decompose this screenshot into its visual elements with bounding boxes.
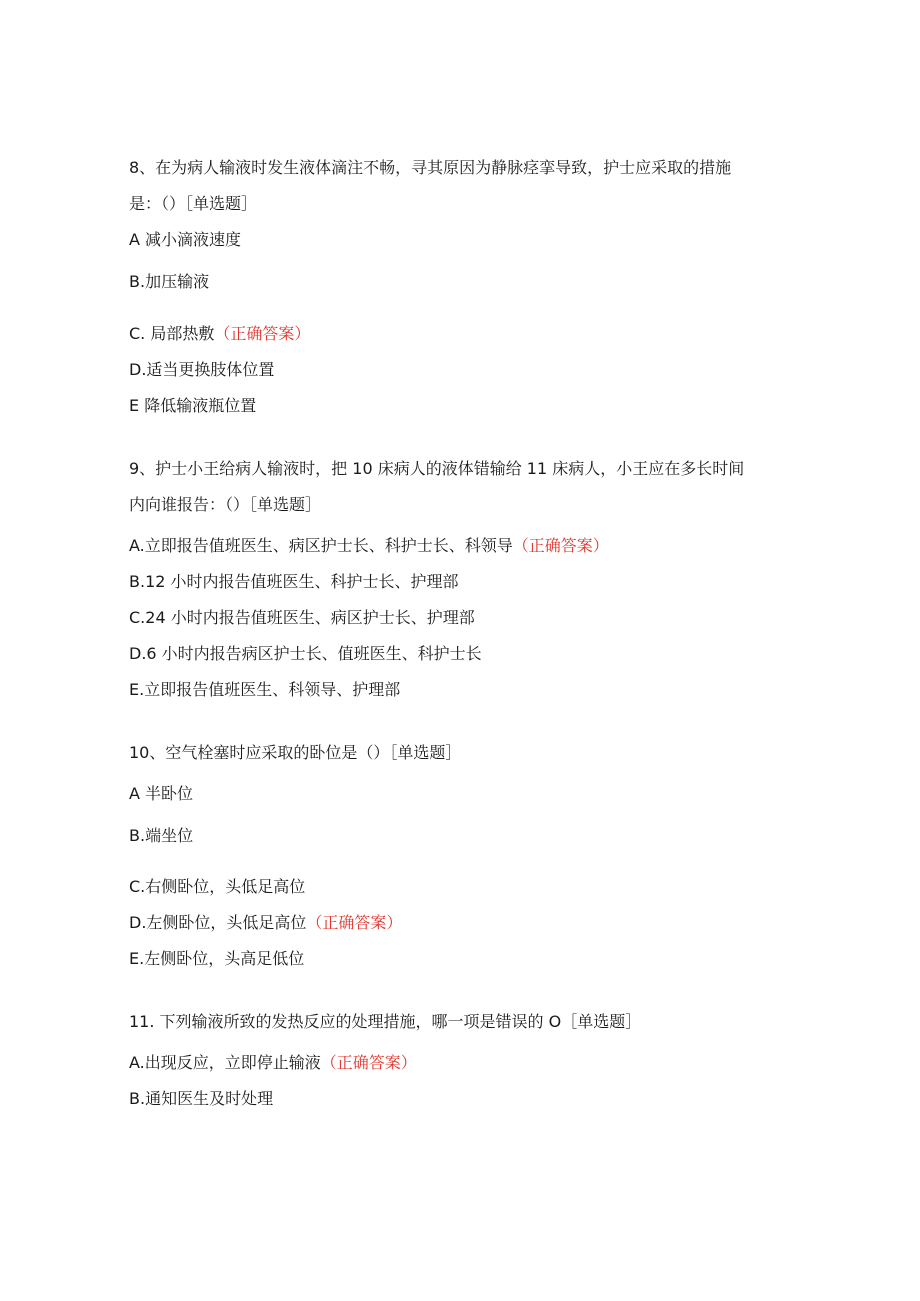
option-text: D.左侧卧位，头低足高位	[129, 913, 307, 932]
question-10-stem-line-1: 10、空气栓塞时应采取的卧位是（）［单选题］	[129, 743, 462, 762]
correct-answer-mark: （正确答案）	[306, 913, 403, 932]
option-text: B.加压输液	[129, 272, 210, 291]
question-9-option-d	[129, 644, 482, 664]
question-9-stem-line-1: 9、护士小王给病人输液时，把 10 床病人的液体错输给 11 床病人，小王应在多长时间	[129, 459, 745, 478]
question-8-stem-line-2: 是：（）［单选题］	[129, 194, 258, 213]
correct-answer-mark: （正确答案）	[320, 1053, 417, 1072]
question-11-option-a	[129, 1053, 417, 1073]
question-9-stem-line-2: 内向谁报告：（）［单选题］	[129, 495, 322, 514]
option-text: E.左侧卧位，头高足低位	[129, 949, 305, 968]
option-text: A 半卧位	[129, 784, 194, 803]
question-11-option-b	[129, 1089, 273, 1109]
question-8-option-c	[129, 324, 310, 344]
correct-answer-mark: （正确答案）	[512, 536, 609, 555]
option-text: E 降低输液瓶位置	[129, 396, 257, 415]
option-text: C.右侧卧位，头低足高位	[129, 877, 306, 896]
question-10-option-d	[129, 913, 402, 933]
option-text: E.立即报告值班医生、科领导、护理部	[129, 680, 401, 699]
option-text: A.立即报告值班医生、病区护士长、科护士长、科领导	[129, 536, 513, 555]
question-10-option-c	[129, 877, 305, 897]
question-8-option-e	[129, 396, 256, 416]
option-text: A.出现反应，立即停止输液	[129, 1053, 321, 1072]
question-9-option-b	[129, 572, 459, 592]
question-9-option-a	[129, 536, 609, 556]
option-text: D.适当更换肢体位置	[129, 360, 275, 379]
option-text: D.6 小时内报告病区护士长、值班医生、科护士长	[129, 644, 482, 663]
question-10-option-e	[129, 949, 304, 969]
option-text: C. 局部热敷	[129, 324, 215, 343]
option-text: B.12 小时内报告值班医生、科护士长、护理部	[129, 572, 459, 591]
option-text: B.通知医生及时处理	[129, 1089, 274, 1108]
question-9-option-e	[129, 680, 400, 700]
question-10-option-b	[129, 826, 193, 846]
option-text: B.端坐位	[129, 826, 194, 845]
option-text: C.24 小时内报告值班医生、病区护士长、护理部	[129, 608, 475, 627]
question-8-option-b	[129, 272, 209, 292]
question-11-stem-line-1: 11. 下列输液所致的发热反应的处理措施，哪一项是错误的 O［单选题］	[129, 1012, 642, 1031]
question-10-option-a	[129, 784, 193, 804]
question-9-option-c	[129, 608, 475, 628]
question-8-stem-line-1: 8、在为病人输液时发生液体滴注不畅，寻其原因为静脉痉挛导致，护士应采取的措施	[129, 158, 732, 177]
question-8-option-d	[129, 360, 274, 380]
option-text: A 减小滴液速度	[129, 230, 242, 249]
correct-answer-mark: （正确答案）	[214, 324, 311, 343]
question-8-option-a	[129, 230, 241, 250]
